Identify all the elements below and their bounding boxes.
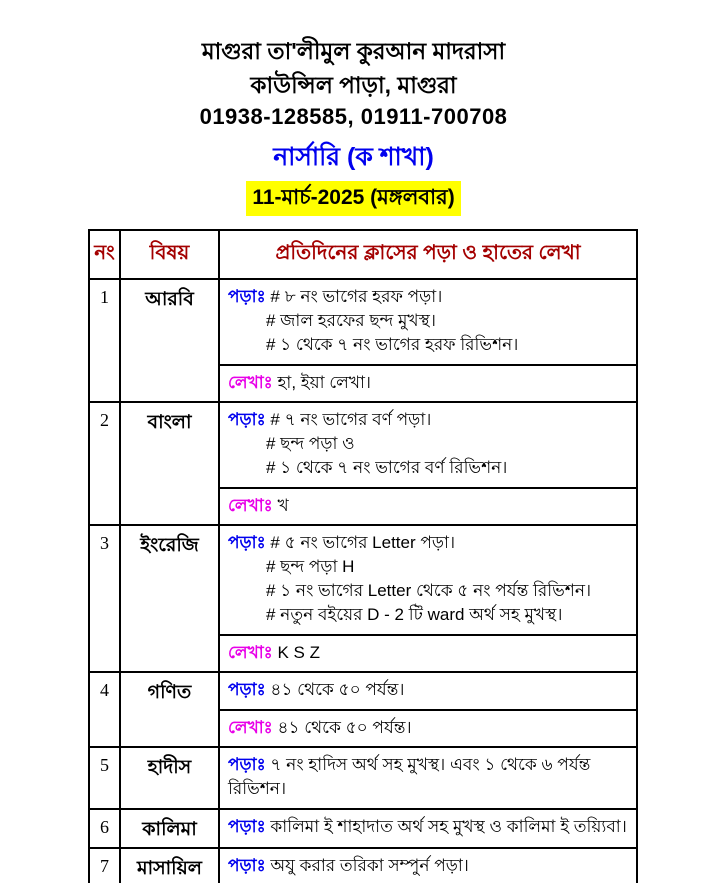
pora-label: পড়াঃ — [228, 287, 266, 306]
class-section-title: নার্সারি (ক শাখা) — [273, 143, 434, 171]
lekha-text: হা, ইয়া লেখা। — [272, 373, 372, 392]
pora-section — [220, 748, 636, 808]
pora-line: # ছন্দ পড়া ও — [266, 434, 355, 453]
table-row — [89, 672, 637, 747]
table-row — [89, 525, 637, 672]
table-row — [89, 402, 637, 525]
row-number: 3 — [89, 525, 120, 672]
row-content — [219, 672, 637, 747]
lekha-label: লেখাঃ — [228, 373, 273, 392]
row-number: 7 — [89, 848, 120, 883]
pora-label: পড়াঃ — [228, 410, 266, 429]
school-address: কাউন্সিল পাড়া, মাগুরা — [250, 72, 457, 98]
table-row — [89, 809, 637, 848]
pora-label: পড়াঃ — [228, 856, 266, 875]
date-highlight: 11-মার্চ-2025 (মঙ্গলবার) — [246, 181, 460, 216]
row-content — [219, 525, 637, 672]
row-subject: বাংলা — [120, 402, 219, 525]
table-row — [89, 747, 637, 809]
school-name: মাগুরা তা'লীমুল কুরআন মাদরাসা — [201, 38, 506, 64]
row-number: 1 — [89, 279, 120, 402]
row-subject: ইংরেজি — [120, 525, 219, 672]
column-header-lessons: প্রতিদিনের ক্লাসের পড়া ও হাতের লেখা — [219, 230, 637, 279]
row-subject: গণিত — [120, 672, 219, 747]
pora-label: পড়াঃ — [228, 680, 266, 699]
pora-label: পড়াঃ — [228, 755, 266, 774]
pora-line: # ১ নং ভাগের Letter থেকে ৫ নং পর্যন্ত রিভিশন। — [266, 581, 592, 600]
row-content — [219, 848, 637, 883]
pora-line: # ৫ নং ভাগের Letter পড়া। — [265, 533, 456, 552]
row-number: 6 — [89, 809, 120, 848]
table-header-row — [89, 230, 637, 279]
lekha-text: ৪১ থেকে ৫০ পর্যন্ত। — [272, 718, 412, 737]
column-header-number: নং — [89, 230, 120, 279]
row-subject: হাদীস — [120, 747, 219, 809]
pora-line: ৭ নং হাদিস অর্থ সহ মুখস্থ। এবং ১ থেকে ৬ পর্যন্ত রিভিশন। — [228, 755, 591, 798]
pora-label: পড়াঃ — [228, 817, 266, 836]
pora-line: # ১ থেকে ৭ নং ভাগের বর্ণ রিভিশন। — [266, 458, 508, 477]
row-subject: মাসায়িল — [120, 848, 219, 883]
row-subject: কালিমা — [120, 809, 219, 848]
pora-section — [220, 849, 636, 883]
lekha-section — [220, 487, 636, 524]
column-header-subject: বিষয় — [120, 230, 219, 279]
row-number: 5 — [89, 747, 120, 809]
pora-line: অযু করার তরিকা সম্পুর্ন পড়া। — [265, 856, 469, 875]
row-number: 2 — [89, 402, 120, 525]
lekha-label: লেখাঃ — [228, 718, 273, 737]
lekha-section — [220, 364, 636, 401]
pora-line: # নতুন বইয়ের D - 2 টি ward অর্থ সহ মুখস্থ। — [266, 605, 563, 624]
lekha-text: K S Z — [272, 643, 320, 662]
row-subject: আরবি — [120, 279, 219, 402]
pora-section — [220, 810, 636, 846]
lekha-text: খ — [272, 496, 289, 515]
pora-section — [220, 403, 636, 487]
pora-line: # জাল হরফের ছন্দ মুখস্থ। — [266, 311, 436, 330]
pora-section — [220, 673, 636, 709]
phone-numbers: 01938-128585, 01911-700708 — [199, 104, 508, 129]
row-number: 4 — [89, 672, 120, 747]
pora-line: # ছন্দ পড়া H — [266, 557, 355, 576]
lekha-label: লেখাঃ — [228, 496, 273, 515]
pora-line: # ৭ নং ভাগের বর্ণ পড়া। — [265, 410, 432, 429]
pora-line: ৪১ থেকে ৫০ পর্যন্ত। — [265, 680, 405, 699]
pora-line: # ১ থেকে ৭ নং ভাগের হরফ রিভিশন। — [266, 335, 519, 354]
row-content — [219, 279, 637, 402]
pora-section — [220, 526, 636, 634]
row-content — [219, 747, 637, 809]
homework-table — [88, 229, 638, 883]
pora-label: পড়াঃ — [228, 533, 266, 552]
sheet-header — [0, 0, 707, 216]
lekha-label: লেখাঃ — [228, 643, 273, 662]
pora-line: কালিমা ই শাহাদাত অর্থ সহ মুখস্থ ও কালিমা ই তয়্যিবা। — [265, 817, 627, 836]
lekha-section — [220, 709, 636, 746]
row-content — [219, 809, 637, 848]
table-row — [89, 848, 637, 883]
date-row — [0, 181, 707, 216]
lekha-section — [220, 634, 636, 671]
pora-line: # ৮ নং ভাগের হরফ পড়া। — [265, 287, 443, 306]
pora-section — [220, 280, 636, 364]
row-content — [219, 402, 637, 525]
table-row — [89, 279, 637, 402]
